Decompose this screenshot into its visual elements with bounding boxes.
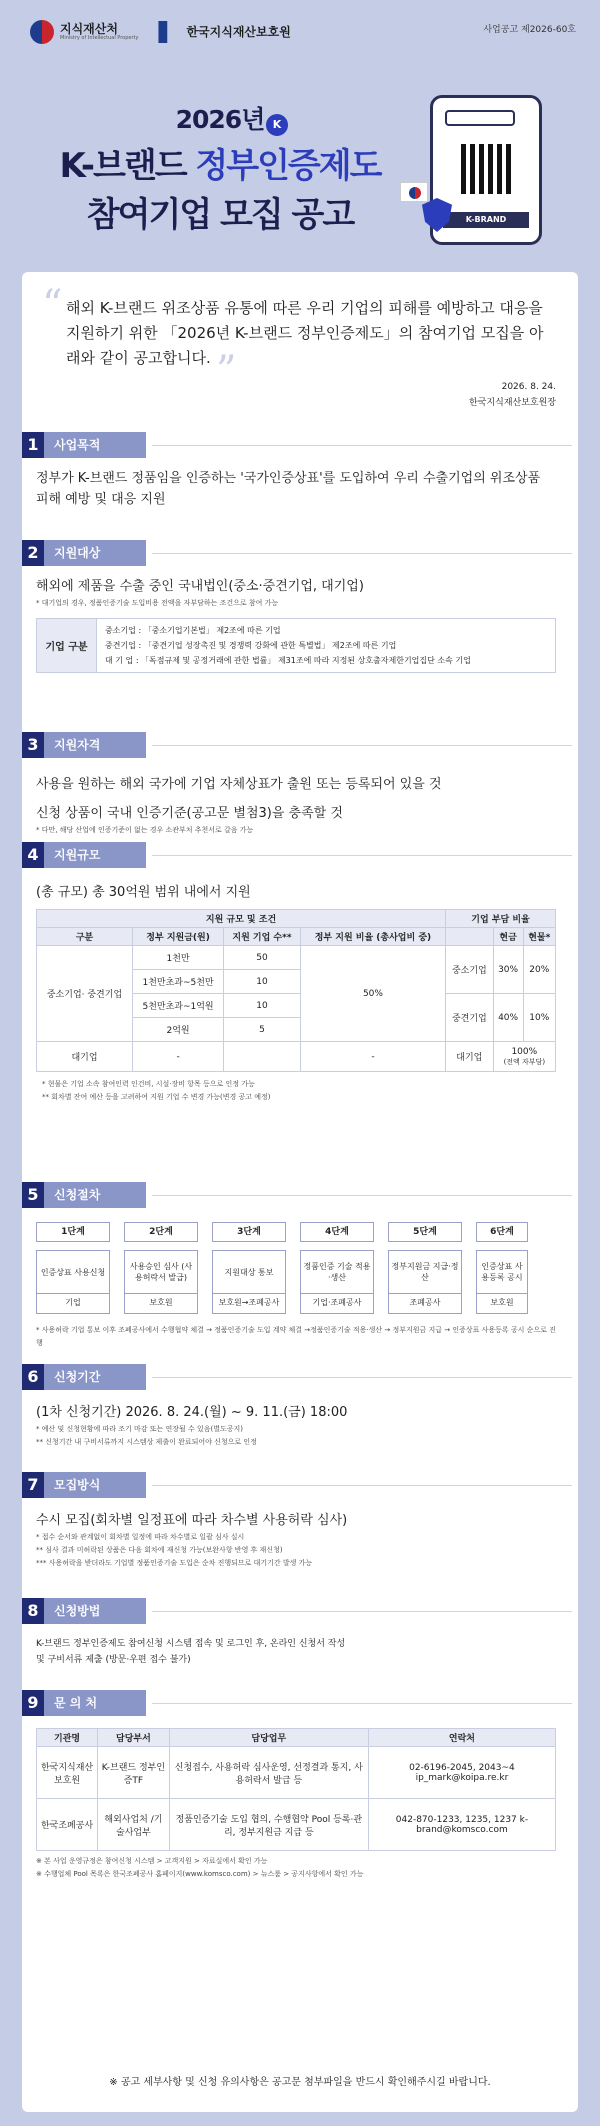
step-header: 6단계 [476,1222,528,1242]
td-dept: K-브랜드 정부인증TF [98,1747,170,1799]
section-note: * 다만, 해당 산업에 인증기준이 없는 경우 소관부처 추천서로 갈음 가능 [36,826,254,834]
td-amount: 1천만 [133,946,224,970]
intro-signer: 한국지식재산보호원장 [469,398,556,408]
title-line3: 참여기업 모집 공고 [86,195,354,235]
step [388,1222,462,1314]
section-7 [22,1472,572,1570]
td-count: 50 [224,946,301,970]
th-dept: 담당부서 [98,1729,170,1747]
step-body: 사용승인 심사 (사용허락서 발급) [124,1250,198,1294]
ministry-name: 지식재산처 [60,22,118,36]
section-text: 수시 모집(회차별 일정표에 따라 차수별 사용허락 심사) [36,1513,348,1528]
th-type: 구분 [37,928,133,946]
th-kind: 현물* [523,928,555,946]
section-number: 8 [22,1598,44,1624]
section-title: 신청방법 [44,1598,146,1624]
section-title: 신청기간 [44,1364,146,1390]
td-burden-type: 대기업 [446,1042,494,1072]
step-footer: 보호원 [124,1294,198,1314]
title-highlight: 정부인증제도 [195,146,381,186]
td-burden-type: 중견기업 [446,994,494,1042]
contact-table [36,1728,556,1851]
step-header: 1단계 [36,1222,110,1242]
intro-date: 2026. 8. 24. [501,382,556,392]
k-badge-icon: K [266,114,288,136]
td-dept: 해외사업처 /기술사업부 [98,1799,170,1851]
open-quote-icon: “ [42,282,63,328]
th-ratio: 정부 지원 비율 (총사업비 중) [300,928,445,946]
logos [30,20,291,44]
section-text: (1차 신청기간) 2026. 8. 24.(월) ~ 9. 11.(금) 18:00 [36,1405,348,1420]
section-title: 지원대상 [44,540,146,566]
step [36,1222,110,1314]
td-task: 신청접수, 사용허락 심사운영, 선정결과 통지, 사용허락서 발급 등 [169,1747,368,1799]
section-note: * 접수 순서와 관계없이 회차별 일정에 따라 차수별로 일괄 심사 실시 [36,1533,245,1541]
koipa-emblem-icon [158,21,180,43]
td-task: 정품인증기술 도입 협의, 수행협약 Pool 등록·관리, 정부지원금 지급 등 [169,1799,368,1851]
section-2 [22,540,572,673]
section-note: * 사용허락 기업 통보 이후 조폐공사에서 수행협약 체결 → 정품인증기술 도입 계약 체결 →정품인증기술 적용·생산 → 정부지원금 지급 → 인증상표 사용등록 공시 순으로 진행 [36,1326,556,1347]
step-header: 2단계 [124,1222,198,1242]
footer-note: ※ 공고 세부사항 및 신청 유의사항은 공고문 첨부파일을 반드시 확인해주시길 바랍니다. [109,2077,491,2088]
th-org: 기관명 [37,1729,98,1747]
td-large-burden: 100% [511,1046,538,1057]
header [0,0,600,272]
td-burden-type: 중소기업 [446,946,494,994]
section-text: (총 규모) 총 30억원 범위 내에서 지원 [36,885,251,900]
koipa-name: 한국지식재산보호원 [186,25,291,39]
title-line2 [0,138,440,187]
td-contact[interactable]: 042-870-1233, 1235, 1237 k-brand@komsco.com [368,1799,555,1851]
td-large-burden-sub: (전액 자부담) [503,1057,546,1066]
section-title: 신청절차 [44,1182,146,1208]
koipa-logo [158,21,290,43]
company-type-row: 중견기업 : 「중견기업 성장촉진 및 경쟁력 강화에 관한 특별법」 제2조에 따른 기업 [105,641,397,650]
section-title: 사업목적 [44,432,146,458]
section-number: 1 [22,432,44,458]
close-quote-icon: ” [216,348,237,394]
step-header: 5단계 [388,1222,462,1242]
section-note: * 대기업의 경우, 정품인증기술 도입비용 전액을 자부담하는 조건으로 참여 가능 [36,599,279,607]
section-text: 정부가 K-브랜드 정품임을 인증하는 '국가인증상표'를 도입하여 우리 수출기업의 위조상품 피해 예방 및 대응 지원 [36,471,541,507]
section-number: 9 [22,1690,44,1716]
section-text: 해외에 제품을 수출 중인 국내법인(중소·중견기업, 대기업) [36,579,364,594]
section-note: * 예산 및 신청현황에 따라 조기 마감 또는 연장될 수 있음(별도공지) [36,1425,244,1433]
section-4 [22,842,572,1104]
section-title: 문 의 처 [44,1690,146,1716]
intro-text: 해외 K-브랜드 위조상품 유통에 따른 우리 기업의 피해를 예방하고 대응을 지원하기 위한 「2026년 K-브랜드 정부인증제도」의 참여기업 모집을 아래와 같이 공고합니다. [66,299,544,367]
title-block [0,100,440,236]
section-note: ** 회차별 잔여 예산 등을 고려하여 지원 기업 수 변경 가능(변경 공고 예정) [42,1093,271,1101]
td-kind: 10% [523,994,555,1042]
step-body: 지원대상 통보 [212,1250,286,1294]
section-number: 5 [22,1182,44,1208]
td-count: 10 [224,970,301,994]
td-contact[interactable]: 02-6196-2045, 2043~4 ip_mark@koipa.re.kr [368,1747,555,1799]
title-year: 2026년 [175,105,265,134]
td-amount: 1천만초과~5천만 [133,970,224,994]
company-type-label: 기업 구분 [37,619,97,673]
taegeuk-emblem-icon [30,20,54,44]
td-amount: 2억원 [133,1018,224,1042]
step-header: 4단계 [300,1222,374,1242]
th-amount: 정부 지원금(원) [133,928,224,946]
section-number: 2 [22,540,44,566]
section-note: ** 신청기간 내 구비서류까지 시스템상 제출이 완료되어야 신청으로 인정 [36,1438,257,1446]
section-number: 7 [22,1472,44,1498]
td-count: 10 [224,994,301,1018]
company-type-row: 대 기 업 : 「독점규제 및 공정거래에 관한 법률」 제31조에 따라 지정된 상호출자제한기업집단 소속 기업 [105,656,471,665]
qr-code-icon [461,144,511,194]
th-burden: 기업 부담 비율 [446,910,556,928]
td-amount: - [133,1042,224,1072]
support-scale-table [36,909,556,1072]
td-large: 대기업 [37,1042,133,1072]
td-count: 5 [224,1018,301,1042]
section-text: K-브랜드 정부인증제도 참여신청 시스템 접속 및 로그인 후, 온라인 신청서 작성 및 구비서류 제출 (방문·우편 접수 불가) [36,1639,346,1665]
section-number: 4 [22,842,44,868]
title-kbrand: K-브랜드 [59,146,196,186]
section-6 [22,1364,572,1449]
company-type-row: 중소기업 : 「중소기업기본법」 제2조에 따른 기업 [105,626,281,635]
td-ratio: 50% [300,946,445,1042]
notice-number: 사업공고 제2026-60호 [483,25,576,35]
step [300,1222,374,1314]
td-cash: 30% [493,946,523,994]
step-footer: 보호원 [476,1294,528,1314]
section-9 [22,1690,572,1881]
korea-flag-icon [400,182,428,202]
section-text: 신청 상품이 국내 인증기준(공고문 별첨3)을 충족할 것 [36,806,343,821]
step-footer: 기업 [36,1294,110,1314]
section-3 [22,732,572,837]
th-task: 담당업무 [169,1729,368,1747]
step [212,1222,286,1314]
section-note: * 현물은 기업 소속 참여인력 인건비, 시설·장비 항목 등으로 인정 가능 [42,1080,255,1088]
step-footer: 기업·조폐공사 [300,1294,374,1314]
step-body: 정품인증 기술 적용·생산 [300,1250,374,1294]
step [124,1222,198,1314]
content-card [22,272,578,2112]
th-contact: 연락처 [368,1729,555,1747]
section-note: ** 심사 결과 미허락된 상품은 다음 회차에 재신청 가능(보완사항 반영 후 재신청) [36,1546,283,1554]
ministry-logo [30,20,138,44]
kbrand-label: K-BRAND [443,212,529,228]
intro [42,282,556,411]
company-type-table [36,618,556,673]
section-note: ※ 본 사업 운영규정은 참여신청 시스템 > 고객지원 > 자료실에서 확인 가능 [36,1857,268,1865]
section-title: 모집방식 [44,1472,146,1498]
step-body: 인증상표 사용신청 [36,1250,110,1294]
section-title: 지원규모 [44,842,146,868]
td-amount: 5천만초과~1억원 [133,994,224,1018]
step-footer: 보호원→조폐공사 [212,1294,286,1314]
section-title: 지원자격 [44,732,146,758]
steps [36,1222,572,1314]
section-number: 3 [22,732,44,758]
ministry-name-en: Ministry of Intellectual Property [60,35,139,41]
th-count: 지원 기업 수** [224,928,301,946]
td-kind: 20% [523,946,555,994]
th-cash: 현금 [493,928,523,946]
section-note: ※ 수행업체 Pool 목록은 한국조폐공사 홈페이지(www.komsco.com) > 뉴스룸 > 공지사항에서 확인 가능 [36,1870,364,1878]
step [476,1222,528,1314]
step-body: 정부지원금 지급·정산 [388,1250,462,1294]
bank-icon [445,110,515,126]
td-org: 한국지식재산보호원 [37,1747,98,1799]
td-cash: 40% [493,994,523,1042]
section-5 [22,1182,572,1350]
th-scale: 지원 규모 및 조건 [37,910,446,928]
step-footer: 조폐공사 [388,1294,462,1314]
step-header: 3단계 [212,1222,286,1242]
section-8 [22,1598,572,1668]
section-note: *** 사용허락을 받더라도 기업별 정품인증기술 도입은 순차 진행되므로 대기기간 발생 가능 [36,1559,313,1567]
section-text: 사용을 원하는 해외 국가에 기업 자체상표가 출원 또는 등록되어 있을 것 [36,777,442,792]
step-body: 인증상표 사용등록 공시 [476,1250,528,1294]
td-org: 한국조폐공사 [37,1799,98,1851]
td-ratio: - [300,1042,445,1072]
intro-sign [46,379,556,411]
td-sme: 중소기업· 중견기업 [37,946,133,1042]
section-1 [22,432,572,510]
section-number: 6 [22,1364,44,1390]
